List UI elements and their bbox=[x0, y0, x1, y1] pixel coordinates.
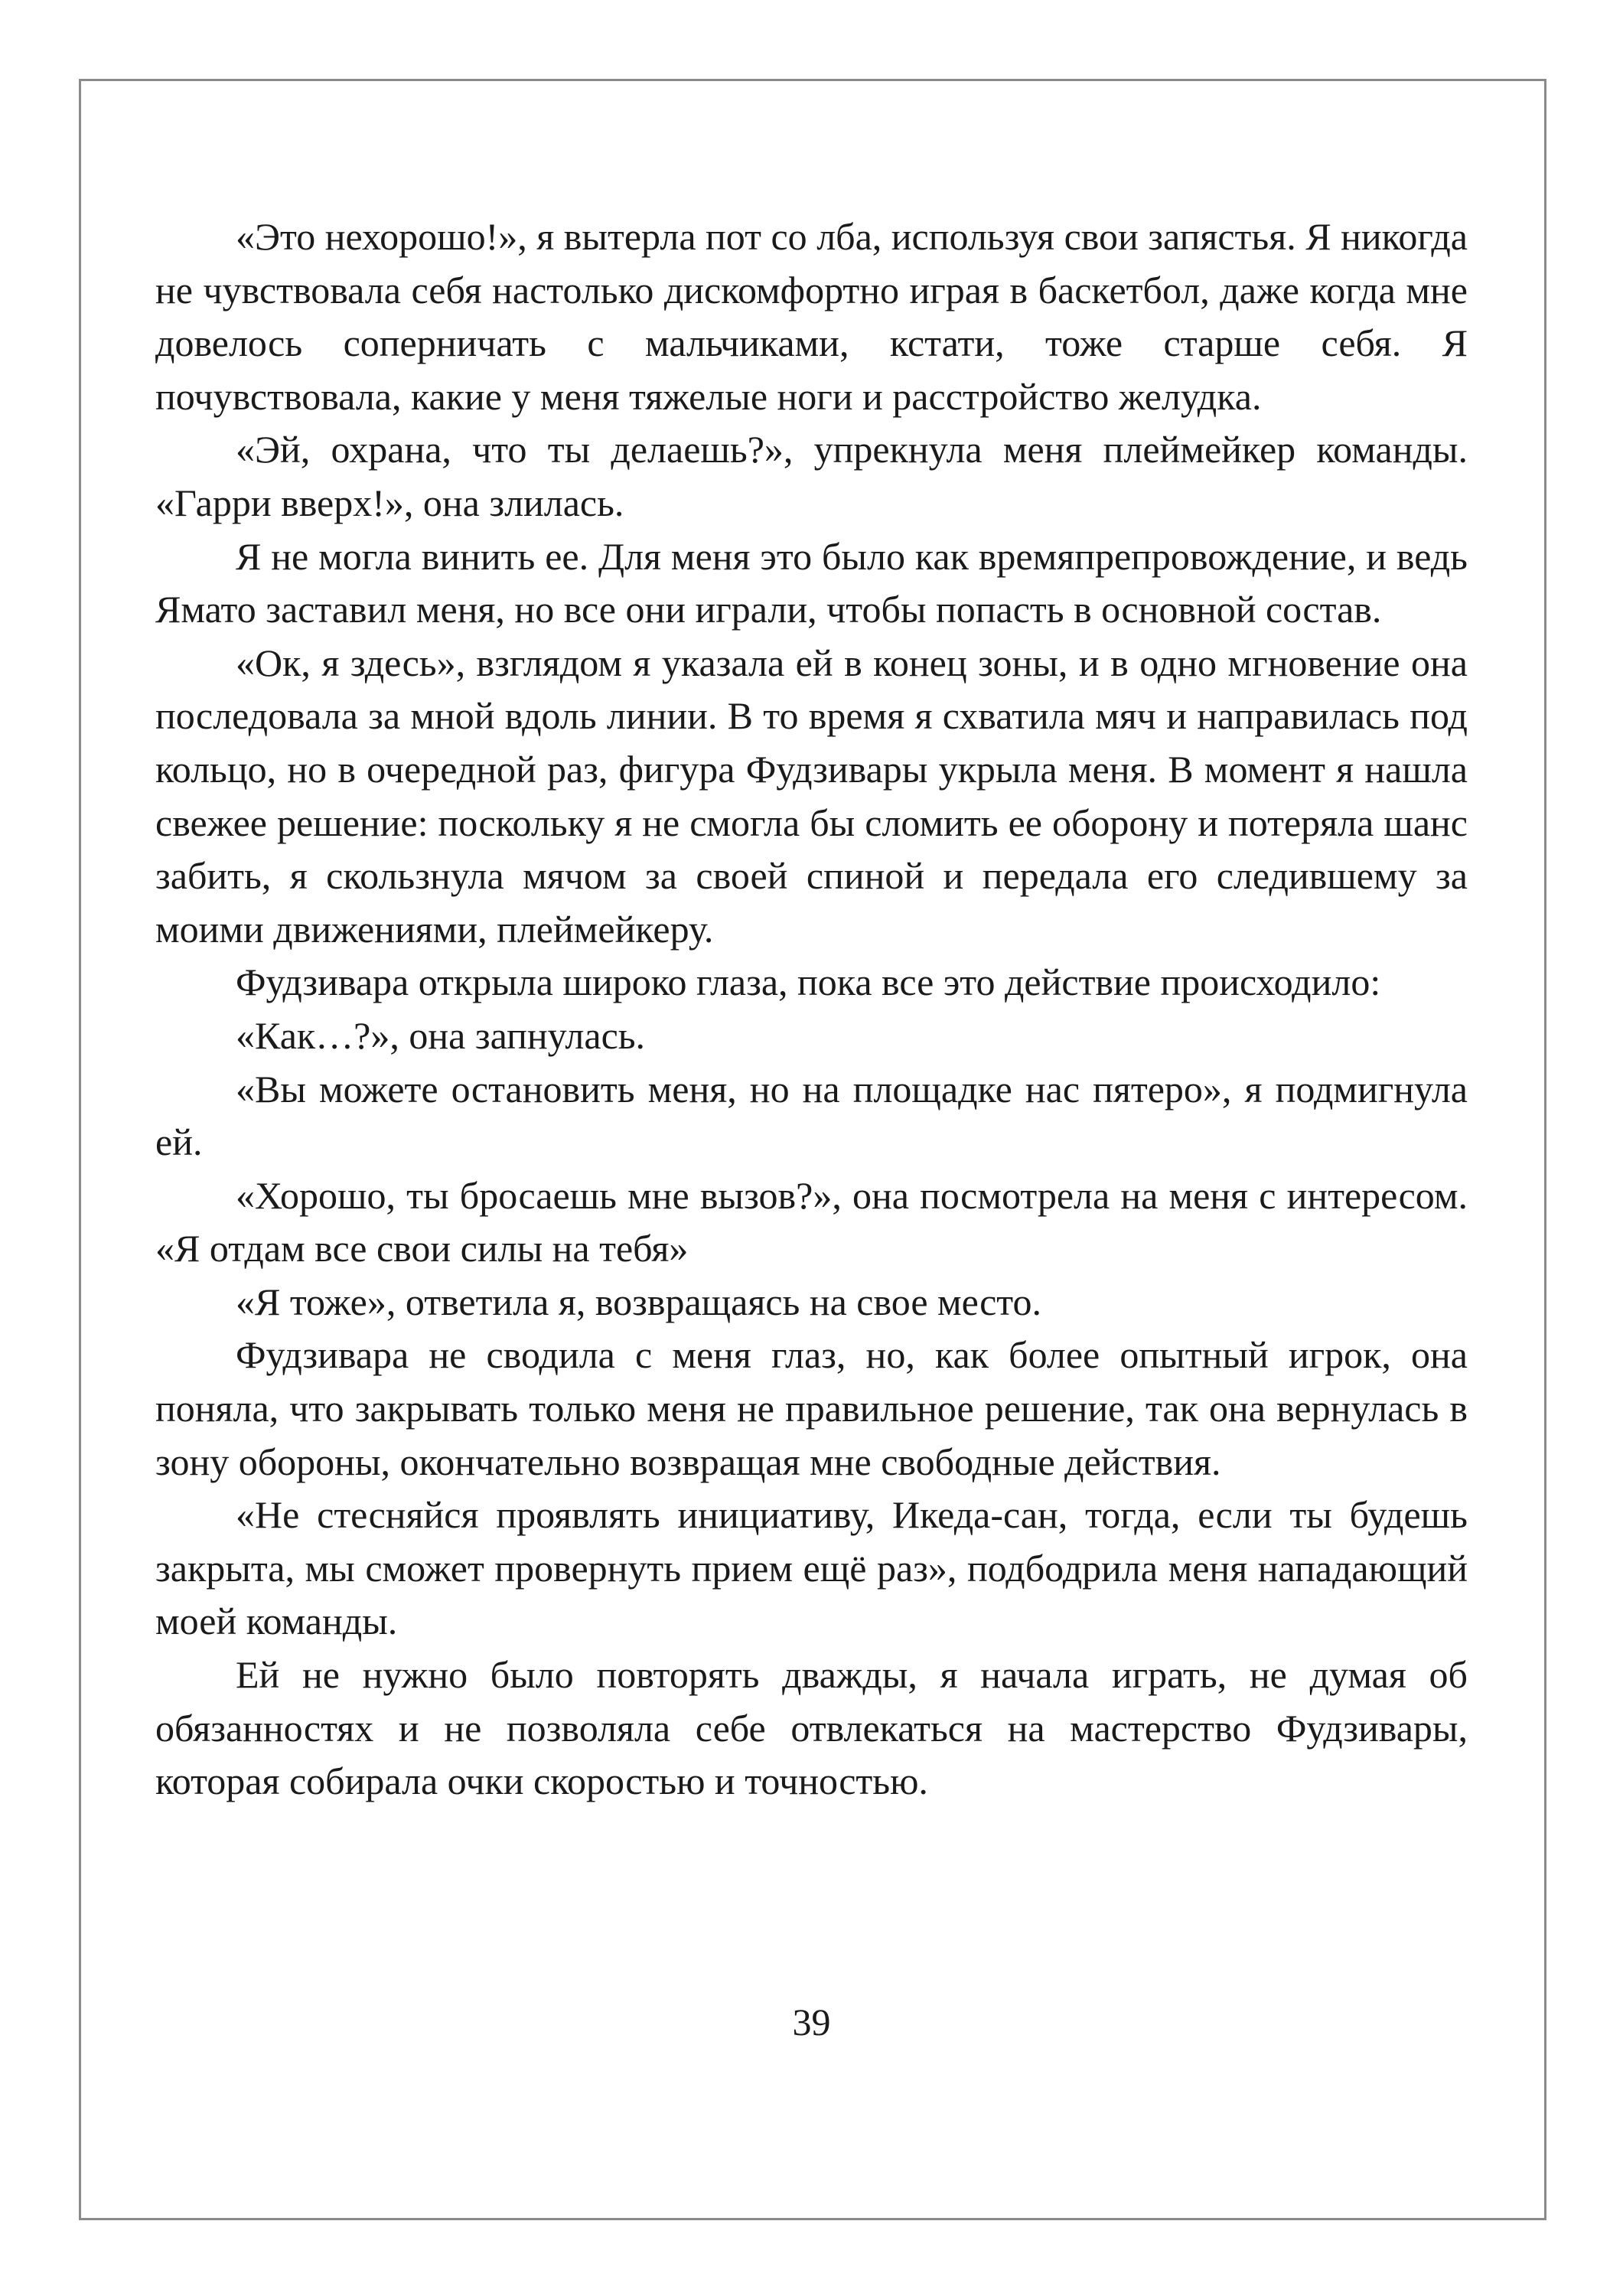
body-text bbox=[155, 210, 1468, 1808]
paragraph: «Не стесняйся проявлять инициативу, Икеда-сан, тогда, если ты будешь закрыта, мы сможет провернуть прием ещё раз», подбодрила меня нападающий моей команды. bbox=[155, 1493, 1468, 1643]
paragraph: «Эй, охрана, что ты делаешь?», упрекнула меня плеймейкер команды. «Гарри вверх!», она злилась. bbox=[155, 428, 1468, 524]
page-number: 39 bbox=[792, 2001, 831, 2043]
paragraph: Ей не нужно было повторять дважды, я начала играть, не думая об обязанностях и не позволяла себе отвлекаться на мастерство Фудзивары, которая собирала очки скоростью и точностью. bbox=[155, 1653, 1468, 1803]
paragraph: Я не могла винить ее. Для меня это было как времяпрепровождение, и ведь Ямато заставил меня, но все они играли, чтобы попасть в основной состав. bbox=[155, 534, 1468, 631]
paragraph: «Я тоже», ответила я, возвращаясь на свое место. bbox=[236, 1280, 1042, 1323]
paragraph: «Хорошо, ты бросаешь мне вызов?», она посмотрела на меня с интересом. «Я отдам все свои силы на тебя» bbox=[155, 1173, 1468, 1270]
paragraph: «Ок, я здесь», взглядом я указала ей в конец зоны, и в одно мгновение она последовала за мной вдоль линии. В то время я схватила мяч и направилась под кольцо, но в очередной раз, фигура Фудзивары укрыла меня. В момент я нашла свежее решение: поскольку я не смогла бы сломить ее оборону и потеряла шанс забить, я скользнула мячом за своей спиной и передала его следившему за моими движениями, плеймейкеру. bbox=[155, 641, 1468, 951]
paragraph: Фудзивара открыла широко глаза, пока все это действие происходило: bbox=[236, 960, 1381, 1004]
paragraph: «Как…?», она запнулась. bbox=[236, 1013, 646, 1057]
paragraph: «Это нехорошо!», я вытерла пот со лба, используя свои запястья. Я никогда не чувствовала себя настолько дискомфортно играя в баскетбол, даже когда мне довелось соперничать с мальчиками, кстати, тоже старше себя. Я почувствовала, какие у меня тяжелые ноги и расстройство желудка. bbox=[155, 215, 1468, 418]
paragraph: «Вы можете остановить меня, но на площадке нас пятеро», я подмигнула ей. bbox=[155, 1067, 1468, 1164]
paragraph: Фудзивара не сводила с меня глаз, но, как более опытный игрок, она поняла, что закрывать только меня не правильное решение, так она вернулась в зону обороны, окончательно возвращая мне свободные действия. bbox=[155, 1333, 1468, 1483]
